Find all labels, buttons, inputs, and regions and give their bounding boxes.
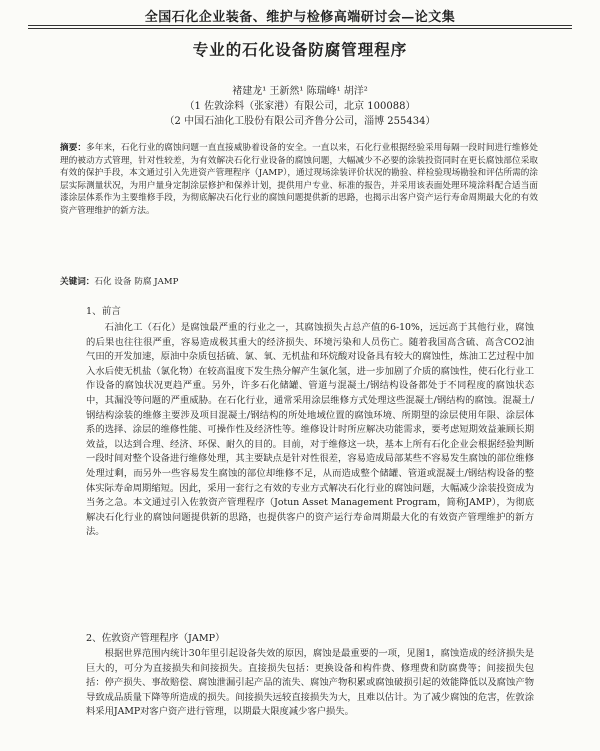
keywords-text: 石化 设备 防腐 JAMP [94, 277, 179, 287]
running-header: 全国石化企业装备、维护与检修高端研讨会—论文集 [144, 10, 456, 25]
keywords [60, 275, 538, 287]
section-heading-jamp: 2、佐敦资产管理程序（JAMP） [86, 633, 225, 644]
abstract [60, 142, 538, 218]
section-heading-intro: 1、前言 [86, 306, 121, 317]
section-intro-paragraph: 石油化工（石化）是腐蚀最严重的行业之一，其腐蚀损失占总产值的6-10%，远远高于其他行业，腐蚀的后果也往往很严重，容易造成极其重大的经济损失、环境污染和人员伤亡。随着我国高含硫、高含CO2油气田的开发加速，原油中杂质包括硫、氯、氧、无机盐和环烷酸对设备具有较大的腐蚀性，炼油工艺过程中加入水后使无机盐（氯化物）在较高温度下发生热分解产生氯化氢，进一步加剧了介质的腐蚀性，使石化行业工作设备的腐蚀状况更趋严重。另外，许多石化储罐、管道与混凝土/钢结构设备都处于不同程度的腐蚀状态中，其漏没等问题的严重威胁。在石化行业，通常采用涂层维修方式处理这些混凝土/钢结构的腐蚀。混凝土/钢结构涂装的维修主要涉及项目混凝土/钢结构的所处地域位置的腐蚀环境、所期望的涂层使用年限、涂层体系的选择、涂层的维修性能、可操作性及经济性等。维修设计时所应解决功能需求，要考虑短期效益兼顾长期效益，以达到合理、经济、环保、耐久的目的。目前，对于维修这一块，基本上所有石化企业会根据经验判断一段时间对整个设备进行维修处理，其主要缺点是针对性很差，容易造成局部某些不容易发生腐蚀的部位维修处理过剩，而另外一些容易发生腐蚀的部位却维修不足，从而造成整个储罐、管道或混凝土/钢结构设备的整体实际寿命周期缩短。因此，采用一套行之有效的专业方式解决石化行业的腐蚀问题，大幅减少涂装投资成为当务之急。本文通过引入佐敦资产管理程序（Jotun Asset Management Program，简称JAMP），为彻底解决石化行业的腐蚀问题提供新的思路，也提供客户的资产运行寿命周期最大化的有效资产管理维护的新方法。 [86, 322, 534, 538]
paper-title: 专业的石化设备防腐管理程序 [192, 40, 408, 59]
header-rule-bottom [28, 28, 572, 29]
header-rule-top [28, 25, 572, 26]
abstract-label: 摘要： [60, 143, 87, 153]
section-jamp-paragraph: 根据世界范围内统计30年里引起设备失效的原因，腐蚀是最重要的一项，见图1，腐蚀造成的经济损失是巨大的，可分为直接损失和间接损失。直接损失包括：更换设备和构件费、修理费和防腐费等；间接损失包括：停产损失、事故赔偿、腐蚀泄漏引起产品的流失、腐蚀产物积累或腐蚀破损引起的效能降低以及腐蚀产物导致成品质量下降等所造成的损失。间接损失远较直接损失为大，且难以估计。为了减少腐蚀的危害，佐敦涂料采用JAMP对客户资产进行管理，以期最大限度减少客户损失。 [86, 648, 534, 718]
affiliation-2: （2 中国石油化工股份有限公司齐鲁分公司，淄博 255434） [164, 116, 436, 127]
authors: 褚建龙¹ 王新然¹ 陈瑞峰¹ 胡洋² [232, 86, 368, 97]
abstract-text: 多年来，石化行业的腐蚀问题一直直接威胁着设备的安全。一直以来，石化行业根据经验采用每隔一段时间进行维修处理的被动方式管理，针对性较差，为有效解决石化行业设备的腐蚀问题，大幅减少不必要的涂装投资同时在更长腐蚀部位采取有效的保护手段，本文通过引入先进资产管理程序（JAMP），通过现场涂装评价状况的勘验、样检验现场勘验和评估所需的涂层实际测量状况，为用户量身定制涂层修护和保养计划，提供用户专业、标准的报告，并采用该表面处理环境涂料配合适当面漆涂层体系作为主要维修手段，为彻底解决石化行业的腐蚀问题提供新的思路，也揭示出客户资产运行寿命周期最大化的有效资产管理维护的新方法。 [60, 143, 538, 216]
keywords-label: 关键词： [60, 277, 95, 287]
affiliation-1: （1 佐敦涂料（张家港）有限公司，北京 100088） [184, 101, 416, 112]
